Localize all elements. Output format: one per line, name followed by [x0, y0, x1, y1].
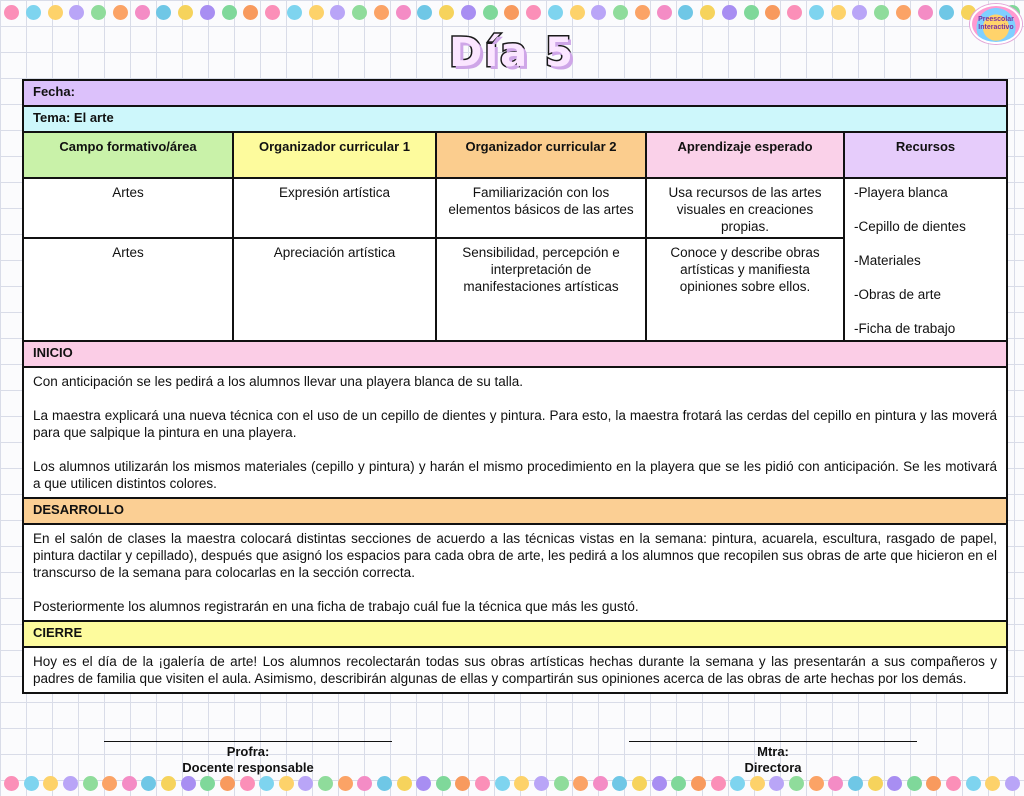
border-dot — [397, 776, 412, 791]
table-cell: Expresión artística — [234, 179, 437, 237]
table-row — [24, 179, 843, 239]
border-dot — [534, 776, 549, 791]
border-dot — [483, 5, 498, 20]
border-dot — [141, 776, 156, 791]
border-dot — [946, 776, 961, 791]
border-dot — [769, 776, 784, 791]
border-dot — [338, 776, 353, 791]
header-campo-formativo: Campo formativo/área — [24, 133, 234, 177]
border-dot — [178, 5, 193, 20]
recurso-item: -Cepillo de dientes — [854, 219, 966, 234]
border-dot — [593, 776, 608, 791]
inicio-content — [24, 368, 1006, 499]
border-dot — [612, 776, 627, 791]
border-dot — [461, 5, 476, 20]
header-aprendizaje-esperado: Aprendizaje esperado — [647, 133, 845, 177]
border-dot — [396, 5, 411, 20]
lesson-plan-sheet — [22, 79, 1008, 694]
border-dot — [765, 5, 780, 20]
tema-row — [24, 107, 1006, 133]
cierre-header-row — [24, 622, 1006, 648]
desarrollo-header-row — [24, 499, 1006, 525]
border-dot — [135, 5, 150, 20]
border-dot — [828, 776, 843, 791]
border-dot — [926, 776, 941, 791]
header-recursos: Recursos — [845, 133, 1006, 177]
border-dot — [504, 5, 519, 20]
border-dot — [573, 776, 588, 791]
table-cell: Artes — [24, 179, 234, 237]
border-dot — [874, 5, 889, 20]
border-dot — [711, 776, 726, 791]
table-cell: Artes — [24, 239, 234, 340]
border-dot — [1005, 776, 1020, 791]
table-cell: Familiarización con los elementos básicos de las artes — [437, 179, 647, 237]
border-dot — [352, 5, 367, 20]
border-dot — [868, 776, 883, 791]
border-dot — [722, 5, 737, 20]
border-dot — [279, 776, 294, 791]
inicio-paragraph: La maestra explicará una nueva técnica con el uso de un cepillo de dientes y pintura. Para esto, la maestra frotará las cerdas del cepillo en pintura y las moverá para que salpique la pintura en una playera. — [33, 408, 997, 440]
border-dot — [200, 776, 215, 791]
border-dot — [63, 776, 78, 791]
table-cell: Apreciación artística — [234, 239, 437, 340]
preescolar-logo: Preescolar Interactivo — [970, 4, 1022, 44]
border-dot — [570, 5, 585, 20]
border-dot — [24, 776, 39, 791]
border-dot — [26, 5, 41, 20]
border-dot — [657, 5, 672, 20]
border-dot — [200, 5, 215, 20]
border-dot — [91, 5, 106, 20]
border-dot — [287, 5, 302, 20]
signature-role: Mtra: — [757, 744, 789, 759]
border-dot — [730, 776, 745, 791]
recursos-list — [845, 179, 1006, 340]
table-row — [24, 239, 843, 340]
border-dot — [122, 776, 137, 791]
border-dot — [439, 5, 454, 20]
fecha-row — [24, 81, 1006, 107]
border-dot — [514, 776, 529, 791]
border-dot — [455, 776, 470, 791]
border-dot — [43, 776, 58, 791]
border-dot — [309, 5, 324, 20]
tema-label: Tema: El arte — [24, 107, 1006, 131]
border-dot — [4, 5, 19, 20]
border-dot — [4, 776, 19, 791]
desarrollo-paragraph: En el salón de clases la maestra colocará distintas secciones de acuerdo a las técnicas vistas en la semana: pintura, acuarela, escultura, rasgado de papel, pintura dactilar y cepillado), después que asignó los espacios para cada obra de arte, les pedirá a los alumnos que recopilen sus obras de arte que hicieron en el transcurso de la semana para colocarlas en la sección correcta. — [33, 531, 997, 580]
border-dot — [907, 776, 922, 791]
recurso-item: -Ficha de trabajo — [854, 321, 956, 336]
border-dot — [985, 776, 1000, 791]
signature-docente — [104, 741, 392, 776]
border-dot — [220, 776, 235, 791]
cierre-paragraph: Hoy es el día de la ¡galería de arte! Los alumnos recolectarán todas sus obras artísticas hechas durante la semana y las presentarán a sus compañeros y padres de familia que visiten el aula. Asimismo, describirán algunas de ellas y compartirán sus opiniones acerca de las obras de arte hechas por los demás. — [33, 654, 997, 686]
border-dot — [744, 5, 759, 20]
border-dot — [678, 5, 693, 20]
border-dot — [417, 5, 432, 20]
border-dot — [113, 5, 128, 20]
inicio-paragraph: Con anticipación se les pedirá a los alumnos llevar una playera blanca de su talla. — [33, 374, 524, 389]
border-dot — [548, 5, 563, 20]
cierre-label: CIERRE — [24, 622, 1006, 646]
border-dot — [240, 776, 255, 791]
recurso-item: -Materiales — [854, 253, 921, 268]
signature-directora — [629, 741, 917, 776]
border-dot — [181, 776, 196, 791]
bottom-dot-border — [0, 776, 1024, 792]
border-dot — [750, 776, 765, 791]
border-dot — [789, 776, 804, 791]
border-dot — [852, 5, 867, 20]
border-dot — [671, 776, 686, 791]
desarrollo-label: DESARROLLO — [24, 499, 1006, 523]
border-dot — [330, 5, 345, 20]
table-header-row — [24, 133, 1006, 179]
border-dot — [222, 5, 237, 20]
border-dot — [613, 5, 628, 20]
border-dot — [809, 776, 824, 791]
table-body — [24, 179, 1006, 342]
header-organizador-2: Organizador curricular 2 — [437, 133, 647, 177]
border-dot — [635, 5, 650, 20]
border-dot — [374, 5, 389, 20]
border-dot — [632, 776, 647, 791]
top-dot-border — [0, 5, 1024, 21]
border-dot — [475, 776, 490, 791]
cierre-content — [24, 648, 1006, 692]
header-organizador-1: Organizador curricular 1 — [234, 133, 437, 177]
desarrollo-paragraph: Posteriormente los alumnos registrarán en una ficha de trabajo cuál fue la técnica que más les gustó. — [33, 599, 639, 614]
inicio-paragraph: Los alumnos utilizarán los mismos materiales (cepillo y pintura) y harán el mismo procedimiento en la playera que se les pidió con anticipación. Se les motivará a que utilicen distintos colores. — [33, 459, 997, 491]
border-dot — [83, 776, 98, 791]
recurso-item: -Playera blanca — [854, 185, 948, 200]
signature-title: Docente responsable — [182, 760, 314, 775]
table-cell: Conoce y describe obras artísticas y manifiesta opiniones sobre ellos. — [670, 245, 820, 294]
border-dot — [896, 5, 911, 20]
inicio-label: INICIO — [24, 342, 1006, 366]
signature-title: Directora — [744, 760, 802, 775]
border-dot — [809, 5, 824, 20]
border-dot — [495, 776, 510, 791]
border-dot — [848, 776, 863, 791]
fecha-label: Fecha: — [24, 81, 1006, 105]
page-title: Día 5 — [449, 30, 575, 76]
border-dot — [69, 5, 84, 20]
border-dot — [259, 776, 274, 791]
border-dot — [48, 5, 63, 20]
border-dot — [554, 776, 569, 791]
border-dot — [265, 5, 280, 20]
border-dot — [102, 776, 117, 791]
border-dot — [831, 5, 846, 20]
border-dot — [436, 776, 451, 791]
border-dot — [318, 776, 333, 791]
inicio-header-row — [24, 342, 1006, 368]
border-dot — [939, 5, 954, 20]
border-dot — [416, 776, 431, 791]
border-dot — [787, 5, 802, 20]
border-dot — [691, 776, 706, 791]
border-dot — [966, 776, 981, 791]
border-dot — [243, 5, 258, 20]
table-cell: Usa recursos de las artes visuales en creaciones propias. — [668, 185, 822, 234]
border-dot — [298, 776, 313, 791]
desarrollo-content — [24, 525, 1006, 622]
border-dot — [700, 5, 715, 20]
border-dot — [156, 5, 171, 20]
border-dot — [377, 776, 392, 791]
border-dot — [591, 5, 606, 20]
border-dot — [887, 776, 902, 791]
border-dot — [357, 776, 372, 791]
table-cell: Sensibilidad, percepción e interpretación de manifestaciones artísticas — [437, 239, 647, 340]
signature-role: Profra: — [226, 744, 270, 759]
border-dot — [161, 776, 176, 791]
recurso-item: -Obras de arte — [854, 287, 942, 302]
border-dot — [652, 776, 667, 791]
border-dot — [526, 5, 541, 20]
border-dot — [918, 5, 933, 20]
